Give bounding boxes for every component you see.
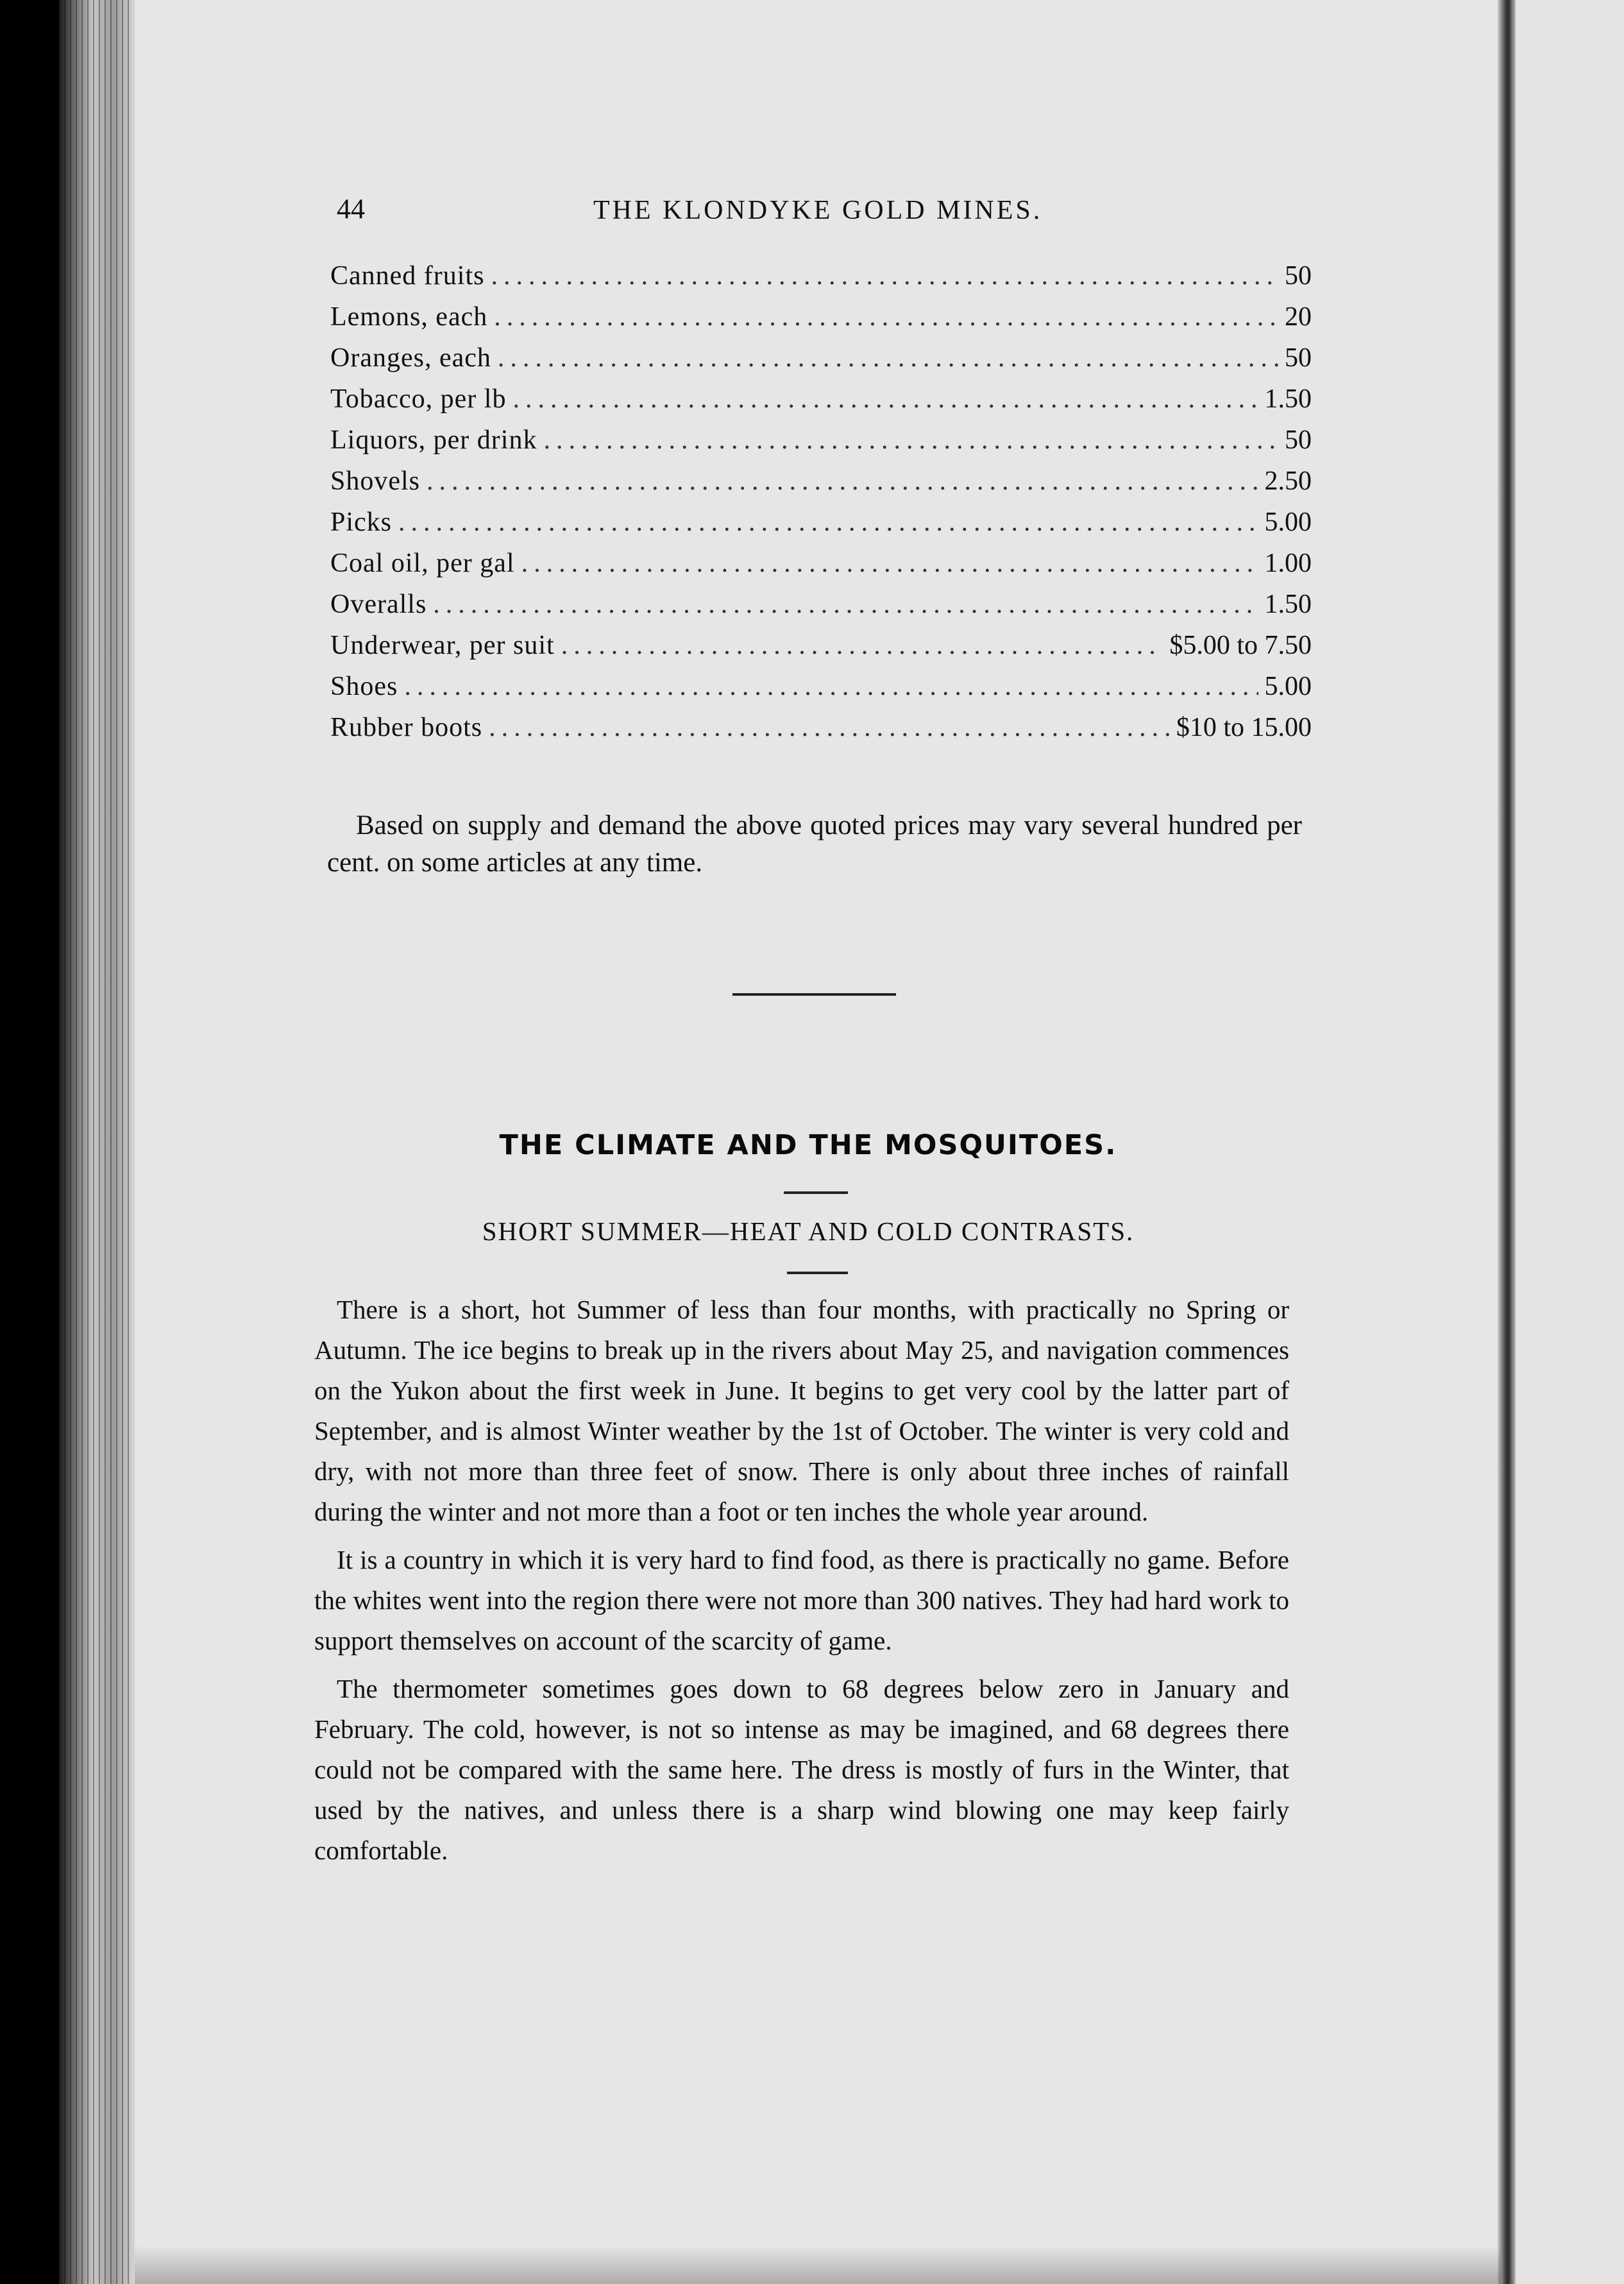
price-row (330, 707, 1312, 748)
price-row (330, 502, 1312, 543)
facing-page (1516, 0, 1624, 2284)
heading-rule (784, 1191, 848, 1194)
item-label: Underwear, per suit (330, 631, 555, 660)
item-label: Picks (330, 507, 393, 537)
item-label: Overalls (330, 590, 427, 619)
price-row (330, 337, 1312, 379)
item-price: 2.50 (1264, 466, 1312, 496)
section-body (314, 1290, 1289, 1879)
item-label: Shoes (330, 672, 398, 701)
item-price: 5.00 (1264, 507, 1312, 537)
item-price: 5.00 (1264, 672, 1312, 701)
price-note: Based on supply and demand the above quoted prices may vary several hundred per cent. on some articles at any time. (327, 810, 1302, 878)
price-row (330, 379, 1312, 420)
dot-leader (489, 707, 1170, 748)
item-price: 1.50 (1264, 384, 1312, 414)
dot-leader (561, 625, 1163, 666)
price-row (330, 255, 1312, 296)
item-price: 1.50 (1264, 590, 1312, 619)
subheading-rule (787, 1272, 848, 1274)
dot-leader (491, 255, 1278, 296)
item-price: 20 (1285, 302, 1312, 332)
item-label: Lemons, each (330, 302, 488, 332)
item-label: Oranges, each (330, 343, 491, 373)
item-label: Rubber boots (330, 713, 483, 742)
book-page-edge-lines (64, 0, 131, 2284)
running-title: THE KLONDYKE GOLD MINES. (593, 196, 1043, 225)
dot-leader (398, 502, 1258, 543)
dot-leader (427, 461, 1258, 502)
item-label: Tobacco, per lb (330, 384, 507, 414)
price-row (330, 461, 1312, 502)
dot-leader (494, 296, 1278, 337)
price-row (330, 420, 1312, 461)
dot-leader (521, 543, 1258, 584)
item-price: 50 (1285, 425, 1312, 455)
item-price: 50 (1285, 261, 1312, 291)
price-row (330, 296, 1312, 337)
price-row (330, 666, 1312, 707)
dot-leader (512, 379, 1258, 420)
item-label: Canned fruits (330, 261, 485, 291)
section-subheading: SHORT SUMMER—HEAT AND COLD CONTRASTS. (482, 1216, 1135, 1246)
dot-leader (433, 584, 1258, 625)
item-label: Shovels (330, 466, 421, 496)
item-price: 1.00 (1264, 549, 1312, 578)
page-number: 44 (337, 193, 365, 225)
body-paragraph: It is a country in which it is very hard to find food, as there is practically no game. Before the whites went into the region there were not more than 300 natives. They had hard work to support themselves on account of the scarcity of game. (314, 1545, 1289, 1655)
book-gutter (1498, 0, 1516, 2284)
section-heading: THE CLIMATE AND THE MOSQUITOES. (499, 1129, 1117, 1161)
dot-leader (543, 420, 1278, 461)
body-paragraph: The thermometer sometimes goes down to 68 degrees below zero in January and February. The cold, however, is not so intense as may be imagined, and 68 degrees there could not be compared with the same here. The dress is mostly of furs in the Winter, that used by the natives, and unless there is a sharp wind blowing one may keep fairly comfortable. (314, 1674, 1289, 1865)
body-paragraph: There is a short, hot Summer of less than four months, with practically no Spring or Autumn. The ice begins to break up in the rivers about May 25, and navigation commences on the Yukon about the first week in June. It begins to get very cool by the latter part of September, and is almost Winter weather by the 1st of October. The winter is very cold and dry, with not more than three feet of snow. There is only about three inches of rainfall during the winter and not more than a foot or ten inches the whole year around. (314, 1295, 1289, 1526)
price-list (330, 255, 1312, 748)
running-head (337, 192, 1312, 231)
item-label: Liquors, per drink (330, 425, 537, 455)
page-bottom-shadow (135, 2246, 1501, 2284)
dot-leader (498, 337, 1278, 379)
item-price: $5.00 to 7.50 (1169, 631, 1312, 660)
dot-leader (404, 666, 1258, 707)
item-price: $10 to 15.00 (1176, 713, 1312, 742)
price-row (330, 625, 1312, 666)
item-label: Coal oil, per gal (330, 549, 515, 578)
price-row (330, 543, 1312, 584)
item-price: 50 (1285, 343, 1312, 373)
section-divider (732, 993, 896, 996)
price-row (330, 584, 1312, 625)
